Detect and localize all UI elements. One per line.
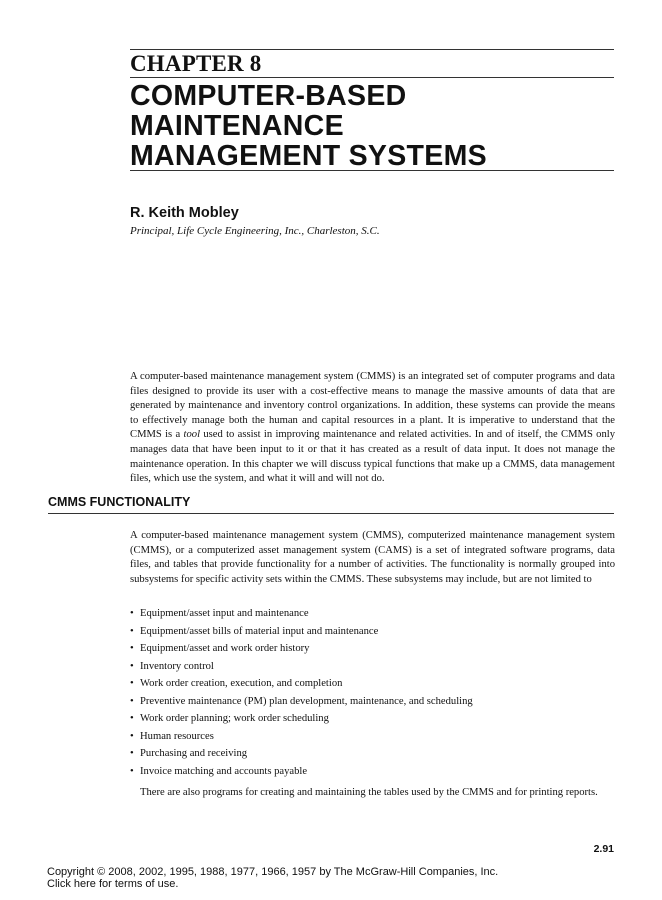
chapter-title-rule (130, 170, 614, 171)
list-item-text: Preventive maintenance (PM) plan development, maintenance, and scheduling (140, 695, 473, 707)
list-item-text: Work order planning; work order scheduling (140, 713, 329, 724)
chapter-top-rule (130, 49, 614, 50)
list-item (130, 728, 615, 746)
list-item (130, 693, 615, 711)
intro-text: A computer-based maintenance management system (CMMS) is an integrated set of computer programs and data files designed to provide its user with a cost-effective means to manage the massive amounts of data that are generated by maintenance and inventory control organizations. In addition, these systems can provide the means to effectively manage both the human and capital resources in a plant. It is imperative to understand that the CMMS is a (130, 371, 615, 441)
list-item-text: Equipment/asset and work order history (140, 643, 310, 654)
list-item-text: Purchasing and receiving (140, 748, 248, 759)
list-item (130, 710, 615, 728)
section-rule (48, 513, 614, 514)
closing-paragraph: There are also programs for creating and maintaining the tables used by the CMMS and for printing reports. (140, 787, 598, 798)
function-list (130, 605, 615, 780)
list-item-text: Equipment/asset input and maintenance (140, 608, 309, 619)
section-paragraph: A computer-based maintenance management system (CMMS), computerized maintenance management system (CMMS), or a computerized asset management system (CAMS) is a set of integrated software programs, data files, and tables that provide functionality for a number of activities. The functionality is normally grouped into subsystems for specific activity sets within the CMMS. These subsystems may include, but are not limited to (130, 530, 615, 585)
chapter-label: CHAPTER 8 (130, 51, 262, 76)
author-affiliation: Principal, Life Cycle Engineering, Inc., Charleston, S.C. (130, 225, 380, 237)
bullet-icon: • (130, 713, 134, 724)
intro-paragraph (130, 370, 615, 487)
copyright-notice: Copyright © 2008, 2002, 1995, 1988, 1977, 1966, 1957 by The McGraw-Hill Companies, Inc. (47, 866, 499, 878)
bullet-icon: • (130, 730, 134, 742)
list-item (130, 675, 615, 693)
author-name: R. Keith Mobley (130, 205, 239, 221)
list-item (130, 623, 615, 641)
bullet-icon: • (130, 765, 134, 777)
bullet-icon: • (130, 678, 134, 689)
chapter-title-line: MANAGEMENT SYSTEMS (130, 140, 487, 172)
chapter-label-rule (130, 77, 614, 78)
bullet-icon: • (130, 660, 134, 672)
page-number: 2.91 (593, 843, 614, 855)
bullet-icon: • (130, 748, 134, 759)
bullet-icon: • (130, 643, 134, 654)
list-item-text: Inventory control (140, 660, 214, 672)
intro-text-continued: used to assist in improving maintenance and related activities. In and of itself, the CMMS only manages data that have been input to it or that it has created as a result of data input. It does not manage the maintenance operation. In this chapter we will discuss typical functions that make up a CMMS, data management files, which use the system, and what it will and will not do. (130, 429, 616, 485)
bullet-icon: • (130, 695, 134, 707)
list-item-text: Equipment/asset bills of material input and maintenance (140, 625, 379, 637)
list-item-text: Human resources (140, 730, 214, 742)
intro-emphasis: tool (183, 429, 201, 441)
list-item (130, 658, 615, 676)
chapter-title-line: MAINTENANCE (130, 110, 344, 142)
bullet-icon: • (130, 625, 134, 637)
bullet-icon: • (130, 608, 134, 619)
section-heading: CMMS FUNCTIONALITY (48, 495, 191, 509)
list-item-text: Work order creation, execution, and completion (140, 678, 343, 689)
list-item (130, 640, 615, 658)
list-item (130, 763, 615, 781)
chapter-title-line: COMPUTER-BASED (130, 80, 407, 112)
list-item-text: Invoice matching and accounts payable (140, 765, 308, 777)
chapter-title (130, 81, 630, 171)
terms-of-use-link[interactable]: Click here for terms of use. (47, 878, 179, 890)
list-item (130, 605, 615, 623)
list-item (130, 745, 615, 763)
